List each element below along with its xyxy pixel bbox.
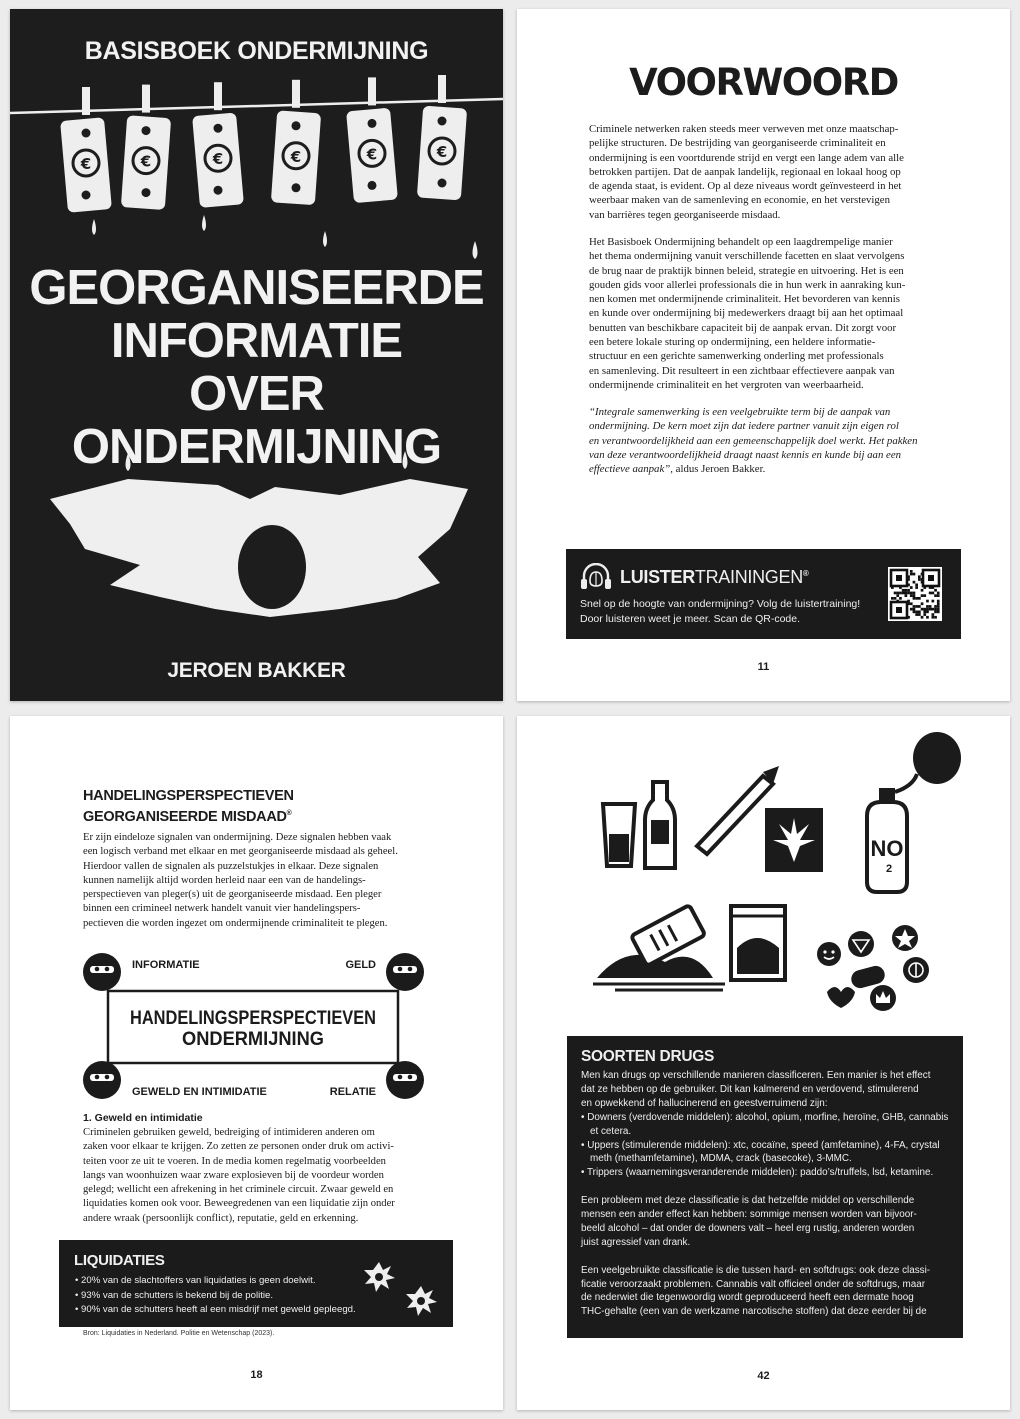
geweld-paragraph — [83, 1126, 451, 1226]
beer-and-liquor-icon — [603, 782, 675, 868]
text-line: betrokken partijen. Dat de aanpak landelijk, regionaal en lokaal hoog op — [589, 165, 901, 178]
banner-text — [580, 597, 860, 627]
intro-paragraph — [83, 831, 451, 931]
masked-face-icon — [386, 1061, 424, 1099]
heading-line: HANDELINGSPERSPECTIEVEN — [83, 788, 294, 804]
text-line: perspectieven van pleger(s) uit de georganiseerde misdaad. Een pleger — [83, 889, 382, 901]
quote-line: ondermijning. De kern moet zijn dat iedere partner vanuit zijn eigen rol — [589, 420, 899, 433]
text-line: pectieven die worden ingezet om ondermijnende criminaliteit te plegen. — [83, 917, 388, 929]
subsection-heading: 1. Geweld en intimidatie — [83, 1112, 203, 1124]
diagram-center-title: HANDELINGSPERSPECTIEVEN — [130, 1008, 376, 1029]
list-item: • 90% van de schutters heeft al een misdrijf met geweld gepleegd. — [75, 1304, 356, 1315]
masked-face-icon — [386, 953, 424, 991]
page-number: 11 — [757, 661, 770, 673]
pills-icon — [817, 925, 929, 1011]
box-title: SOORTEN DRUGS — [581, 1048, 715, 1065]
text-line: zaken voor elkaar te krijgen. Zo zetten ze personen onder druk om activi- — [83, 1141, 394, 1153]
banknote-icon — [121, 85, 171, 210]
diagram-label-geld: GELD — [345, 959, 376, 971]
text-line: nen komen met ondermijnende criminaliteit. Het bevorderen van kennis — [589, 293, 900, 306]
soorten-drugs-page — [517, 716, 1010, 1410]
box-title: LIQUIDATIES — [74, 1252, 165, 1269]
list-item: • 20% van de slachtoffers van liquidaties is geen doelwit. — [75, 1275, 316, 1286]
handelingsperspectieven-page — [10, 716, 503, 1410]
masked-face-icon — [83, 953, 121, 991]
list-item: • Downers (verdovende middelen): alcohol, opium, morfine, heroïne, GHB, cannabis et cetera. — [581, 1111, 949, 1137]
voorwoord-paragraph-2 — [589, 235, 944, 392]
text-line: de nederwiet die tegenwoordig wordt geproduceerd heeft een dermate hoog — [581, 1292, 914, 1304]
qr-code-icon[interactable] — [888, 567, 942, 621]
text-line: de brug naar de praktijk binnen beleid, strategie en uitvoering. Het is een — [589, 264, 904, 277]
bullet-holes-icon — [361, 1258, 441, 1320]
text-line: ficatie veroorzaakt problemen. Cannabis valt officieel onder de softdrugs, maar — [581, 1278, 925, 1290]
cover-headline-line: GEORGANISEERDE — [29, 261, 484, 315]
euro-symbol: € — [290, 147, 302, 166]
text-line: Criminele netwerken raken steeds meer verweven met onze maatschap- — [589, 123, 899, 135]
text-line: binnen een crimineel netwerk handelt vanuit vier handelingspers- — [83, 903, 361, 915]
voorwoord-paragraph-1 — [589, 122, 944, 222]
list-item: • 93% van de schutters is bekend bij de politie. — [75, 1289, 274, 1301]
text-line: en opwekkend of hallucinerend en geestverruimend zijn: — [581, 1097, 828, 1109]
drug-icons-illustration — [517, 716, 1010, 1016]
euro-symbol: € — [366, 145, 378, 164]
banknote-icon — [192, 82, 244, 208]
cover-headline-line: INFORMATIE — [110, 314, 403, 368]
list-item: • Trippers (waarnemingsveranderende middelen): paddo’s/truffels, lsd, ketamine. — [581, 1167, 934, 1179]
voorwoord-page — [517, 9, 1010, 701]
text-line: Er zijn eindeloze signalen van ondermijning. Deze signalen hebben vaak — [83, 832, 392, 843]
joint-and-cannabis-bag-icon — [697, 766, 823, 872]
euro-symbol: € — [80, 155, 92, 173]
page-title: VOORWOORD — [629, 61, 898, 104]
euro-symbol: € — [140, 152, 152, 171]
text-line: dat ze hebben op de gebruiker. Dit kan kalmerend en verdovend, stimulerend — [581, 1083, 919, 1095]
text-line: een betere lokale sturing op ondermijning, een heldere informatie- — [589, 336, 876, 349]
euro-symbol: € — [212, 150, 224, 169]
no2-canister-icon — [867, 732, 961, 892]
text-line: kunnen namelijk altijd worden herleid naar een van de handelings- — [83, 874, 366, 886]
page-number: 42 — [757, 1370, 770, 1382]
cocaine-and-card-icon — [593, 905, 725, 990]
banknote-icon — [60, 87, 112, 213]
quote-line: effectieve aanpak” — [589, 463, 671, 476]
text-line: THC-gehalte (een van de werkzame narcotische stoffen) dat deze eerder bij de — [581, 1306, 927, 1318]
brand-bold: LUISTER — [620, 567, 695, 587]
list-item: • Uppers (stimulerende middelen): xtc, cocaïne, speed (amfetamine), 4-FA, crystal meth (methamfetamine), MDMA, crack (basecoke), 3-MMC. — [581, 1139, 940, 1165]
banknote-icon — [271, 80, 321, 205]
quote-line: en verantwoordelijkheid aan een gemeenschappelijk doel werkt. Het pakken — [589, 434, 918, 447]
luistertrainingen-banner — [566, 549, 961, 639]
text-line: langs van woonhuizen waar zware explosieven bij de voordeur worden — [83, 1169, 384, 1181]
powder-bag-icon — [731, 906, 785, 980]
text-line: teiten voor ze uit te voeren. In de media komen regelmatig voorbeelden — [83, 1155, 386, 1167]
cover-series-title: BASISBOEK ONDERMIJNING — [84, 37, 429, 65]
cover-headline — [10, 262, 503, 474]
quote-line: “Integrale samenwerking is een veelgebruikte term bij de aanpak van — [589, 406, 891, 418]
brand-light: TRAININGEN — [694, 567, 803, 587]
text-line: het thema ondermijning vanuit verschillende facetten en slaat vervolgens — [589, 250, 905, 263]
text-line: en kunde over ondermijning bij medewerkers draagt bij aan het optimaal — [589, 307, 904, 320]
banknote-icon — [417, 75, 467, 200]
brain-headphones-icon — [579, 563, 613, 591]
page-number: 18 — [250, 1369, 263, 1381]
text-line: pelijke structuren. De bestrijding van georganiseerde criminaliteit en — [589, 137, 886, 150]
book-cover — [10, 9, 503, 701]
drug-classification-list — [581, 1111, 951, 1181]
banner-line: Snel op de hoogte van ondermijning? Volg de luistertraining! — [580, 598, 861, 610]
euro-symbol: € — [436, 143, 448, 161]
text-line: de agenda staat, is evident. Op al deze niveaus wordt geïnvesteerd in het — [589, 180, 902, 193]
text-line: en samenleving. Dit resulteert in een zichtbaar effectievere aanpak van — [589, 364, 895, 377]
text-line: Het Basisboek Ondermijning behandelt op een laagdrempelige manier — [589, 236, 893, 248]
no2-subscript: 2 — [885, 863, 893, 875]
masked-face-icon — [83, 1061, 121, 1099]
voorwoord-quote — [589, 405, 944, 476]
box-text — [581, 1069, 951, 1319]
text-line: gouden gids voor allerlei professionals die in hun werk in aanraking kun- — [589, 278, 906, 291]
text-line: een logisch verband met elkaar en met georganiseerde misdaad als geheel. — [83, 846, 398, 858]
heading-line: GEORGANISEERDE MISDAAD — [83, 808, 287, 825]
diagram-label-relatie: RELATIE — [329, 1086, 376, 1098]
text-line: Een probleem met deze classificatie is dat hetzelfde middel op verschillende — [581, 1195, 915, 1207]
text-line: liquidaties komen ook voor. Beweegredenen van een liquidatie zijn onder — [83, 1198, 395, 1210]
text-line: ondermijnende criminaliteit en het vergroten van weerbaarheid. — [589, 378, 864, 391]
source-note: Bron: Liquidaties in Nederland. Politie en Wetenschap (2023). — [83, 1330, 275, 1337]
handelingsperspectieven-diagram — [80, 952, 430, 1102]
text-line: Criminelen gebruiken geweld, bedreiging of intimideren anderen om — [83, 1127, 375, 1138]
text-line: benutten van beschikbare capaciteit bij de aanpak ervan. Dit zorgt voor — [589, 321, 897, 334]
luistertrainingen-logo — [620, 567, 809, 588]
liquidaties-box — [59, 1240, 453, 1327]
registered-mark: ® — [802, 569, 809, 578]
text-line: structuur en een gerichte samenwerking onderling met professionals — [589, 350, 884, 363]
text-line: gelegd; wellicht een afrekening in het criminele circuit. Zwaar geweld en — [83, 1184, 394, 1196]
text-line: mensen een ander effect kan hebben: sommige mensen worden van bijvoor- — [581, 1209, 917, 1221]
registered-mark: ® — [286, 810, 292, 817]
quote-line: van deze verantwoordelijkheid draagt naast kennis en kunde bij aan een — [589, 448, 902, 461]
text-line: Hierdoor vallen de signalen als puzzelstukjes in elkaar. Deze signalen — [83, 860, 379, 872]
diagram-label-informatie: INFORMATIE — [132, 959, 200, 971]
text-line: juist agressief van drank. — [581, 1236, 691, 1248]
diagram-label-geweld: GEWELD EN INTIMIDATIE — [132, 1086, 267, 1098]
text-line: beeld alcohol – dat onder de downers valt – heel erg rustig, anderen worden — [581, 1222, 915, 1234]
text-line: ondermijning is een voortdurende strijd en vergt een lange adem van alle — [589, 151, 904, 164]
section-heading — [83, 788, 294, 826]
banner-line: Door luisteren weet je meer. Scan de QR-code. — [580, 613, 801, 625]
text-line: van barrières tegen georganiseerde misdaad. — [589, 208, 781, 221]
text-line: Een veelgebruikte classificatie is die tussen hard- en softdrugs: ook deze classi- — [581, 1264, 931, 1276]
banknote-icon — [346, 77, 398, 203]
box-list — [75, 1274, 356, 1318]
cover-author: JEROEN BAKKER — [167, 659, 346, 682]
no2-label: NO — [870, 836, 904, 861]
text-line: andere wraak (persoonlijk conflict), reputatie, geld en erkenning. — [83, 1212, 359, 1224]
cover-headline-line: OVER ONDERMIJNING — [71, 367, 442, 474]
quote-attribution: , aldus Jeroen Bakker. — [670, 463, 766, 476]
text-line: Men kan drugs op verschillende manieren classificeren. Een manier is het effect — [581, 1070, 931, 1081]
text-line: weerbaar maken van de samenleving en economie, en het verstevigen — [589, 194, 890, 207]
soorten-drugs-box — [567, 1036, 963, 1338]
diagram-center-subtitle: ONDERMIJNING — [182, 1029, 324, 1050]
